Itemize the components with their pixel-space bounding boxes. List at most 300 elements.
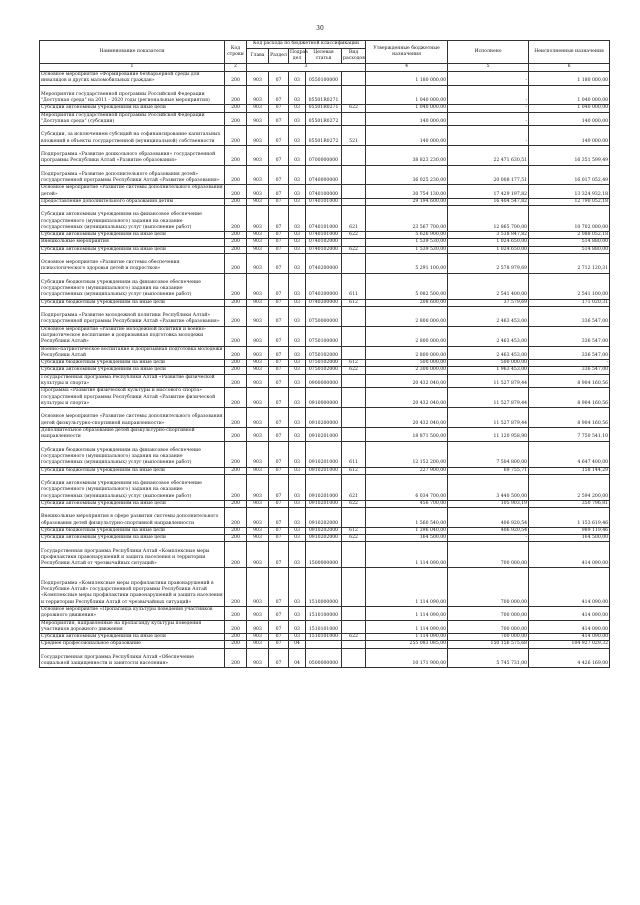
row-expense-type: 622	[342, 105, 366, 112]
row-approved-amount: 30 754 130,00	[366, 185, 448, 199]
column-number: 4	[366, 64, 448, 72]
row-target-item: 05501R0271	[306, 105, 342, 112]
row-target-item: 0900000000	[306, 374, 342, 388]
row-code: 200	[225, 198, 247, 205]
row-section: 07	[269, 145, 289, 165]
row-unexecuted-amount: 350 796,81	[529, 500, 610, 507]
row-code: 200	[225, 634, 247, 641]
row-expense-type	[342, 568, 366, 607]
row-expense-type	[342, 254, 366, 274]
row-executed-amount: 11 120 958,90	[448, 427, 529, 441]
row-subsection: 03	[289, 198, 306, 205]
row-chapter: 903	[247, 72, 269, 86]
row-subsection: 03	[289, 85, 306, 105]
row-unexecuted-amount: 16 017 052,49	[529, 165, 610, 185]
row-subsection: 03	[289, 326, 306, 346]
row-unexecuted-amount: 336 547,00	[529, 307, 610, 327]
row-unexecuted-amount: 158 144,29	[529, 467, 610, 474]
table-row	[40, 185, 610, 199]
row-expense-type: 622	[342, 500, 366, 507]
row-chapter: 903	[247, 360, 269, 367]
row-executed-amount: -	[448, 85, 529, 105]
row-target-item: 1510100000	[306, 607, 342, 621]
row-executed-amount: 700 000,00	[448, 542, 529, 568]
row-chapter: 903	[247, 408, 269, 428]
row-section: 07	[269, 474, 289, 500]
row-section: 07	[269, 165, 289, 185]
row-target-item: 05501R0272	[306, 126, 342, 146]
row-subsection: 03	[289, 145, 306, 165]
table-row	[40, 641, 610, 648]
row-code: 200	[225, 508, 247, 528]
row-unexecuted-amount: 1 153 619,46	[529, 508, 610, 528]
row-chapter: 903	[247, 165, 269, 185]
row-expense-type	[342, 388, 366, 408]
row-section: 07	[269, 299, 289, 306]
row-section: 07	[269, 527, 289, 534]
row-executed-amount: -	[448, 126, 529, 146]
row-expense-type: 612	[342, 299, 366, 306]
row-chapter: 903	[247, 246, 269, 253]
row-code: 200	[225, 232, 247, 239]
header-chapter: Глава	[247, 49, 269, 64]
row-code: 200	[225, 500, 247, 507]
header-subsection: Подраз дел	[289, 49, 306, 64]
row-chapter: 903	[247, 474, 269, 500]
row-unexecuted-amount: 2 541 100,00	[529, 273, 610, 299]
row-executed-amount: 20 008 177,51	[448, 165, 529, 185]
row-chapter: 903	[247, 307, 269, 327]
table-row	[40, 648, 610, 668]
row-name: Субсидии бюджетным учреждениям на иные цели	[40, 360, 225, 367]
row-section: 07	[269, 634, 289, 641]
row-subsection: 03	[289, 542, 306, 568]
row-target-item: 05501R0271	[306, 85, 342, 105]
row-code: 200	[225, 307, 247, 327]
row-target-item: 0910000000	[306, 388, 342, 408]
row-executed-amount: 700 000,00	[448, 607, 529, 621]
row-name: Субсидии автономным учреждениям на иные цели	[40, 105, 225, 112]
row-executed-amount: 11 527 879,44	[448, 388, 529, 408]
row-unexecuted-amount: 8 904 160,56	[529, 374, 610, 388]
row-section: 07	[269, 620, 289, 634]
row-chapter: 903	[247, 467, 269, 474]
row-section: 07	[269, 254, 289, 274]
row-chapter: 903	[247, 85, 269, 105]
row-subsection: 03	[289, 239, 306, 246]
row-name: Основное мероприятие «Пропаганда культуры поведения участников дорожного движения»	[40, 607, 225, 621]
row-target-item: 0740100000	[306, 185, 342, 199]
row-code: 200	[225, 72, 247, 86]
row-target-item: 0550100000	[306, 72, 342, 86]
row-approved-amount: 20 432 040,00	[366, 388, 448, 408]
row-target-item: 0750102000	[306, 367, 342, 374]
row-chapter: 903	[247, 145, 269, 165]
row-subsection: 03	[289, 508, 306, 528]
row-approved-amount: 29 194 600,00	[366, 198, 448, 205]
row-unexecuted-amount: 1 180 000,00	[529, 72, 610, 86]
row-section: 07	[269, 206, 289, 232]
row-code: 200	[225, 648, 247, 668]
row-unexecuted-amount: 336 547,00	[529, 326, 610, 346]
row-expense-type: 612	[342, 360, 366, 367]
row-approved-amount: 164 500,00	[366, 535, 448, 542]
row-name: Мероприятия государственной программы Российской Федерации "Доступная среда" (субсидии)	[40, 112, 225, 126]
table-row	[40, 467, 610, 474]
row-section: 07	[269, 641, 289, 648]
row-code: 200	[225, 388, 247, 408]
row-approved-amount: 1 180 000,00	[366, 72, 448, 86]
row-unexecuted-amount: 7 750 541,10	[529, 427, 610, 441]
row-expense-type	[342, 427, 366, 441]
row-subsection: 03	[289, 467, 306, 474]
row-code: 200	[225, 367, 247, 374]
row-section: 07	[269, 326, 289, 346]
row-chapter: 903	[247, 542, 269, 568]
header-expense-type: Вид расходов	[342, 49, 366, 64]
table-row	[40, 427, 610, 441]
row-target-item: 0750000000	[306, 307, 342, 327]
row-unexecuted-amount: 414 090,00	[529, 634, 610, 641]
column-number: 1	[40, 64, 225, 72]
row-approved-amount: 20 432 040,00	[366, 374, 448, 388]
row-code: 200	[225, 535, 247, 542]
row-subsection: 03	[289, 500, 306, 507]
row-approved-amount: 1 539 530,00	[366, 246, 448, 253]
row-unexecuted-amount: 140 000,00	[529, 112, 610, 126]
row-target-item: 0740200000	[306, 299, 342, 306]
table-row	[40, 441, 610, 467]
row-expense-type	[342, 239, 366, 246]
row-target-item: 0910201000	[306, 427, 342, 441]
table-row	[40, 542, 610, 568]
row-section: 07	[269, 239, 289, 246]
row-approved-amount: 1 114 090,00	[366, 542, 448, 568]
row-approved-amount: 227 900,00	[366, 467, 448, 474]
row-subsection: 03	[289, 360, 306, 367]
row-target-item: 0910202000	[306, 527, 342, 534]
row-section: 07	[269, 535, 289, 542]
row-approved-amount: 2 300 000,00	[366, 367, 448, 374]
row-subsection: 03	[289, 408, 306, 428]
row-target-item	[306, 641, 342, 648]
row-chapter: 903	[247, 273, 269, 299]
row-target-item: 1510101000	[306, 620, 342, 634]
row-expense-type: 622	[342, 232, 366, 239]
table-row	[40, 112, 610, 126]
row-target-item: 0500000000	[306, 648, 342, 668]
row-executed-amount: 1 963 453,00	[448, 367, 529, 374]
row-section: 07	[269, 126, 289, 146]
row-unexecuted-amount: 2 594 200,00	[529, 474, 610, 500]
row-subsection: 03	[289, 185, 306, 199]
table-row	[40, 105, 610, 112]
row-executed-amount: 150 156 575,68	[448, 641, 529, 648]
row-code: 200	[225, 112, 247, 126]
row-code: 200	[225, 542, 247, 568]
row-executed-amount: 16 404 547,82	[448, 198, 529, 205]
row-executed-amount: 500 000,00	[448, 360, 529, 367]
row-name: Субсидии автономным учреждениям на иные цели	[40, 246, 225, 253]
row-name: Субсидии, за исключением субсидий на софинансирование капитальных вложений в объекты государственной (муниципальной) собственности	[40, 126, 225, 146]
row-name: Программа «Развитие физической культуры и массового спорта» государственной программы Республики Алтай «Развитие физической культуры и спорта»	[40, 388, 225, 408]
row-name: Субсидии бюджетным учреждениям на финансовое обеспечение государственного (муниципального) задания на оказание государственных (муниципальных) услуг (выполнение работ)	[40, 441, 225, 467]
row-target-item: 0910202000	[306, 535, 342, 542]
row-unexecuted-amount: 1 040 000,00	[529, 85, 610, 105]
row-section: 07	[269, 427, 289, 441]
row-name: Военно-патриотическое воспитание и допризывная подготовка молодежи Республики Алтай	[41, 346, 223, 358]
row-executed-amount: 11 527 879,44	[448, 408, 529, 428]
row-approved-amount: 456 700,00	[366, 500, 448, 507]
row-chapter: 903	[247, 620, 269, 634]
row-target-item: 0740102000	[306, 246, 342, 253]
table-row	[40, 326, 610, 346]
row-approved-amount: 1 396 040,00	[366, 527, 448, 534]
row-expense-type	[342, 346, 366, 360]
header-unexecuted: Неисполненные назначения	[529, 41, 610, 64]
table-row	[40, 232, 610, 239]
row-target-item: 1510101000	[306, 634, 342, 641]
header-executed: Исполнено	[448, 41, 529, 64]
row-expense-type: 611	[342, 441, 366, 467]
table-row	[40, 367, 610, 374]
header-approved: Утвержденные бюджетные назначения	[366, 41, 448, 64]
row-section: 07	[269, 408, 289, 428]
row-code: 200	[225, 641, 247, 648]
row-approved-amount: 208 600,00	[366, 299, 448, 306]
row-expense-type: 622	[342, 634, 366, 641]
row-name: Среднее профессиональное образование	[40, 641, 225, 648]
row-chapter: 903	[247, 427, 269, 441]
table-row	[40, 620, 610, 634]
row-expense-type: 612	[342, 527, 366, 534]
row-subsection: 03	[289, 568, 306, 607]
row-subsection: 03	[289, 374, 306, 388]
row-target-item: 0740000000	[306, 165, 342, 185]
row-expense-type	[342, 648, 366, 668]
row-name: Основное мероприятие «Развитие системы обеспечения психологического здоровья детей и подростков»	[40, 254, 225, 274]
row-executed-amount: 700 000,00	[448, 620, 529, 634]
row-name: Дополнительное образование детей физкультурно-спортивной направленности	[40, 427, 225, 441]
row-target-item: 0750102000	[306, 346, 342, 360]
budget-execution-table	[39, 40, 610, 668]
row-unexecuted-amount: 414 090,00	[529, 620, 610, 634]
row-chapter: 903	[247, 441, 269, 467]
row-name: Субсидии автономным учреждениям на иные цели	[40, 634, 225, 641]
row-code: 200	[225, 145, 247, 165]
column-number: 2	[225, 64, 247, 72]
row-subsection: 03	[289, 232, 306, 239]
row-approved-amount: 38 823 230,00	[366, 145, 448, 165]
row-code: 200	[225, 374, 247, 388]
row-unexecuted-amount: 10 702 000,00	[529, 206, 610, 232]
row-expense-type: 611	[342, 273, 366, 299]
row-section: 07	[269, 360, 289, 367]
row-executed-amount: 3 538 847,82	[448, 232, 529, 239]
row-code: 200	[225, 360, 247, 367]
row-section: 07	[269, 198, 289, 205]
row-unexecuted-amount: 104 927 029,32	[529, 641, 610, 648]
row-approved-amount: 1 040 000,00	[366, 85, 448, 105]
row-code: 200	[225, 273, 247, 299]
row-approved-amount: 6 034 700,00	[366, 474, 448, 500]
row-executed-amount: 2 463 453,00	[448, 326, 529, 346]
row-subsection: 03	[289, 206, 306, 232]
row-code: 200	[225, 527, 247, 534]
row-name: Подпрограмма «Комплексные меры профилактики правонарушений в Республике Алтай» государственной программы Республики Алтай «Комплексные меры профилактики правонарушений и защита населения и территории Республики Алтай от чрезвычайных ситуаций»	[40, 568, 225, 607]
row-chapter: 903	[247, 198, 269, 205]
row-approved-amount: 1 560 540,00	[366, 508, 448, 528]
row-chapter: 903	[247, 105, 269, 112]
row-code: 200	[225, 568, 247, 607]
row-chapter: 903	[247, 367, 269, 374]
row-name: Государственная программа Республики Алтай «Комплексные меры профилактики правонарушений и защита населения и территории Республики Алтай от чрезвычайных ситуаций»	[40, 542, 225, 568]
row-approved-amount: 36 025 230,00	[366, 165, 448, 185]
row-chapter: 903	[247, 239, 269, 246]
row-chapter: 903	[247, 535, 269, 542]
table-row	[40, 535, 610, 542]
row-section: 07	[269, 568, 289, 607]
row-executed-amount: 12 865 700,00	[448, 206, 529, 232]
row-target-item: 0910200000	[306, 408, 342, 428]
row-name: Субсидии автономным учреждениям на иные цели	[40, 500, 225, 507]
column-number: 5	[448, 64, 529, 72]
row-section: 07	[269, 85, 289, 105]
table-row	[40, 85, 610, 105]
row-unexecuted-amount: 140 000,00	[529, 126, 610, 146]
row-executed-amount: 3 440 500,00	[448, 474, 529, 500]
row-subsection: 03	[289, 112, 306, 126]
row-subsection: 03	[289, 165, 306, 185]
row-unexecuted-amount: 12 790 052,18	[529, 198, 610, 205]
row-approved-amount: 12 152 200,00	[366, 441, 448, 467]
row-unexecuted-amount: 2 712 120,31	[529, 254, 610, 274]
row-unexecuted-amount: 414 090,00	[529, 542, 610, 568]
row-expense-type: 621	[342, 474, 366, 500]
row-section: 07	[269, 374, 289, 388]
table-row	[40, 634, 610, 641]
row-target-item: 0740200000	[306, 254, 342, 274]
row-expense-type	[342, 408, 366, 428]
row-name: Мероприятия, направленные на пропаганду культуры поведения участников дорожного движения	[40, 620, 225, 634]
row-expense-type: 622	[342, 367, 366, 374]
row-expense-type	[342, 72, 366, 86]
row-code: 200	[225, 126, 247, 146]
row-subsection: 03	[289, 535, 306, 542]
row-code: 200	[225, 474, 247, 500]
row-chapter: 903	[247, 568, 269, 607]
page-number: 30	[316, 25, 324, 32]
row-approved-amount: 500 000,00	[366, 360, 448, 367]
row-code: 200	[225, 299, 247, 306]
row-section: 07	[269, 542, 289, 568]
row-chapter: 903	[247, 112, 269, 126]
row-chapter: 903	[247, 641, 269, 648]
row-code: 200	[225, 620, 247, 634]
row-approved-amount: 255 083 085,00	[366, 641, 448, 648]
row-subsection: 03	[289, 273, 306, 299]
row-unexecuted-amount: 13 324 932,18	[529, 185, 610, 199]
row-chapter: 903	[247, 527, 269, 534]
row-executed-amount: -	[448, 105, 529, 112]
row-subsection: 03	[289, 527, 306, 534]
row-subsection: 03	[289, 246, 306, 253]
row-executed-amount: 700 000,00	[448, 568, 529, 607]
row-unexecuted-amount: 514 880,00	[529, 246, 610, 253]
row-executed-amount: 406 920,54	[448, 508, 529, 528]
row-executed-amount: 7 504 800,00	[448, 441, 529, 467]
row-section: 07	[269, 246, 289, 253]
row-unexecuted-amount: 164 500,00	[529, 535, 610, 542]
table-row	[40, 508, 610, 528]
row-subsection: 03	[289, 254, 306, 274]
row-approved-amount: 1 114 090,00	[366, 607, 448, 621]
row-name: Подпрограмма «Развитие дополнительного образования детей» государственной программы Республики Алтай «Развитие образования»	[40, 165, 225, 185]
row-approved-amount: 18 871 500,00	[366, 427, 448, 441]
row-subsection: 03	[289, 634, 306, 641]
row-subsection: 03	[289, 346, 306, 360]
table-row	[40, 72, 610, 86]
row-section: 07	[269, 607, 289, 621]
row-chapter: 903	[247, 299, 269, 306]
row-name: Государственная программа Республики Алтай «Обеспечение социальной защищенности и занятости населения»	[40, 648, 225, 668]
row-target-item: 0910201000	[306, 500, 342, 507]
row-section: 07	[269, 388, 289, 408]
row-executed-amount: -	[448, 112, 529, 126]
row-expense-type	[342, 307, 366, 327]
row-approved-amount: 23 567 700,00	[366, 206, 448, 232]
row-target-item: 05501R0272	[306, 112, 342, 126]
table-row	[40, 206, 610, 232]
row-target-item: 1500000000	[306, 542, 342, 568]
row-target-item: 0740101000	[306, 198, 342, 205]
row-section: 07	[269, 441, 289, 467]
row-name: Субсидии бюджетным учреждениям на иные цели	[40, 527, 225, 534]
row-unexecuted-amount: 514 880,00	[529, 239, 610, 246]
row-approved-amount: 20 432 040,00	[366, 408, 448, 428]
row-approved-amount: 5 626 900,00	[366, 232, 448, 239]
row-name: Субсидии автономным учреждениям на финансовое обеспечение государственного (муниципального) задания на оказание государственных (муниципальных) услуг (выполнение работ)	[40, 474, 225, 500]
row-target-item: 0740101000	[306, 206, 342, 232]
row-chapter: 903	[247, 388, 269, 408]
row-executed-amount: 2 541 400,00	[448, 273, 529, 299]
row-approved-amount: 5 291 100,00	[366, 254, 448, 274]
row-approved-amount: 2 800 000,00	[366, 346, 448, 360]
row-section: 07	[269, 367, 289, 374]
table-row	[40, 273, 610, 299]
column-number: 3	[247, 64, 366, 72]
row-code: 200	[225, 246, 247, 253]
row-expense-type	[342, 145, 366, 165]
column-numbers-row	[40, 64, 610, 72]
row-expense-type	[342, 620, 366, 634]
row-expense-type: 621	[342, 206, 366, 232]
row-name: Основное мероприятие «Развитие системы дополнительного образования детей»	[41, 185, 223, 197]
row-target-item: 0910201000	[306, 474, 342, 500]
table-row	[40, 527, 610, 534]
row-name: Субсидии автономным учреждениям на иные цели	[40, 535, 225, 542]
row-approved-amount: 10 171 900,00	[366, 648, 448, 668]
row-target-item: 0740200000	[306, 273, 342, 299]
row-chapter: 903	[247, 185, 269, 199]
row-code: 200	[225, 427, 247, 441]
row-target-item: 0740101000	[306, 232, 342, 239]
row-approved-amount: 2 800 000,00	[366, 326, 448, 346]
row-chapter: 903	[247, 634, 269, 641]
row-expense-type	[342, 607, 366, 621]
row-executed-amount: 105 903,19	[448, 500, 529, 507]
row-expense-type: 622	[342, 535, 366, 542]
